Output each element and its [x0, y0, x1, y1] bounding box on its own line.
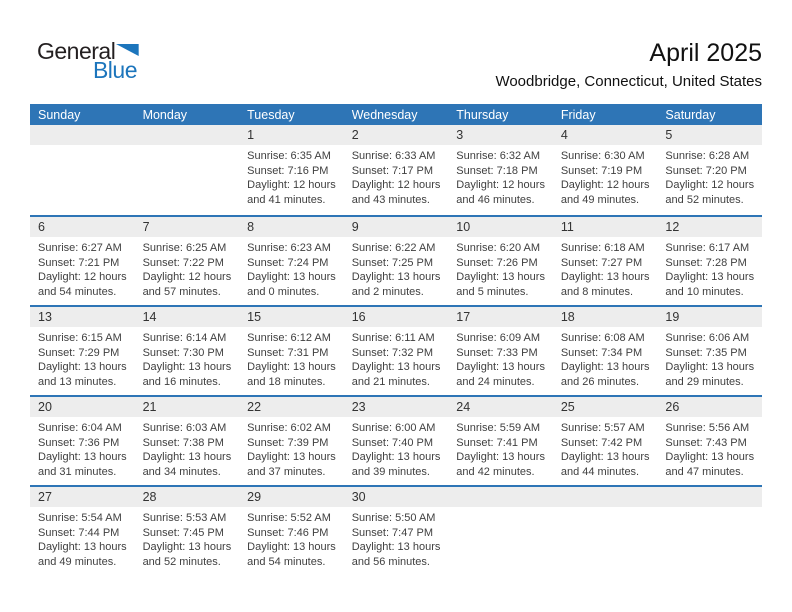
day-info [448, 237, 553, 299]
weekday-header-wednesday: Wednesday [351, 107, 418, 122]
sunrise-text: Sunrise: 6:04 AM [38, 422, 122, 434]
day-info [135, 145, 240, 149]
day-info [448, 145, 553, 207]
sunrise-text: Sunrise: 5:50 AM [351, 512, 436, 524]
day-cell [657, 217, 762, 305]
daylight-text-cont: and 54 minutes. [247, 555, 326, 568]
daylight-text-cont: and 49 minutes. [560, 193, 640, 206]
daylight-text-cont: and 57 minutes. [142, 285, 221, 298]
daylight-text: Daylight: 13 hours [247, 361, 336, 373]
sunrise-text: Sunrise: 6:17 AM [665, 242, 750, 254]
day-number: 15 [239, 307, 344, 327]
daylight-text: Daylight: 13 hours [38, 541, 127, 553]
sunset-text: Sunset: 7:45 PM [142, 526, 224, 539]
day-number: 5 [657, 125, 762, 145]
day-info [239, 145, 344, 207]
day-cell [657, 307, 762, 395]
daylight-text-cont: and 39 minutes. [351, 465, 430, 478]
sunrise-text: Sunrise: 6:27 AM [38, 242, 122, 254]
day-cell [344, 397, 449, 485]
weekday-header-row [30, 104, 762, 125]
day-info [553, 237, 658, 299]
day-cell [448, 125, 553, 215]
day-info [657, 507, 762, 511]
sunset-text: Sunset: 7:27 PM [560, 256, 643, 269]
sunset-text: Sunset: 7:22 PM [142, 256, 224, 269]
week-row [30, 305, 762, 395]
sunrise-text: Sunrise: 6:35 AM [247, 150, 331, 162]
daylight-text-cont: and 56 minutes. [351, 555, 430, 568]
sunset-text: Sunset: 7:39 PM [247, 436, 329, 449]
day-info [135, 237, 240, 299]
sunset-text: Sunset: 7:33 PM [456, 346, 538, 359]
empty-day-cell [30, 125, 135, 215]
empty-day-cell [657, 487, 762, 575]
day-info [448, 327, 553, 389]
daylight-text-cont: and 18 minutes. [247, 375, 326, 388]
daylight-text-cont: and 52 minutes. [142, 555, 221, 568]
page-title: April 2025 [649, 39, 762, 67]
day-number: 22 [239, 397, 344, 417]
day-number: 25 [553, 397, 658, 417]
sunset-text: Sunset: 7:47 PM [351, 526, 434, 539]
day-info [30, 237, 135, 299]
day-number: 14 [135, 307, 240, 327]
daylight-text: Daylight: 13 hours [351, 361, 441, 373]
day-number: 9 [344, 217, 449, 237]
day-number: 30 [344, 487, 449, 507]
daylight-text-cont: and 5 minutes. [456, 285, 529, 298]
sunrise-text: Sunrise: 6:00 AM [351, 422, 436, 434]
day-number: 4 [553, 125, 658, 145]
daylight-text: Daylight: 12 hours [351, 179, 441, 191]
daylight-text: Daylight: 12 hours [560, 179, 650, 191]
day-info [239, 417, 344, 479]
day-number: 2 [344, 125, 449, 145]
day-info [344, 507, 449, 569]
daylight-text: Daylight: 13 hours [351, 451, 441, 463]
day-number: 17 [448, 307, 553, 327]
day-cell [553, 125, 658, 215]
daylight-text-cont: and 52 minutes. [665, 193, 744, 206]
day-cell [344, 307, 449, 395]
daylight-text: Daylight: 13 hours [560, 271, 650, 283]
day-info [30, 507, 135, 569]
day-info [239, 507, 344, 569]
daylight-text: Daylight: 13 hours [247, 271, 336, 283]
day-number: 1 [239, 125, 344, 145]
week-row [30, 215, 762, 305]
daylight-text-cont: and 49 minutes. [38, 555, 117, 568]
sunset-text: Sunset: 7:44 PM [38, 526, 120, 539]
sunset-text: Sunset: 7:46 PM [247, 526, 329, 539]
daylight-text: Daylight: 13 hours [665, 451, 755, 463]
sunrise-text: Sunrise: 6:09 AM [456, 332, 541, 344]
daylight-text: Daylight: 13 hours [456, 361, 545, 373]
day-info [344, 145, 449, 207]
logo-text-blue: Blue [92, 57, 137, 83]
sunset-text: Sunset: 7:20 PM [665, 164, 747, 177]
day-number [448, 487, 553, 507]
day-cell [239, 307, 344, 395]
day-number: 12 [657, 217, 762, 237]
daylight-text: Daylight: 13 hours [247, 451, 336, 463]
week-row [30, 395, 762, 485]
day-cell [344, 217, 449, 305]
day-info [553, 507, 658, 511]
sunrise-text: Sunrise: 6:11 AM [351, 332, 435, 344]
day-cell [239, 397, 344, 485]
sunset-text: Sunset: 7:43 PM [665, 436, 747, 449]
empty-day-cell [448, 487, 553, 575]
day-cell [30, 307, 135, 395]
day-cell [135, 217, 240, 305]
daylight-text: Daylight: 13 hours [247, 541, 336, 553]
sunset-text: Sunset: 7:34 PM [560, 346, 643, 359]
daylight-text-cont: and 37 minutes. [247, 465, 326, 478]
calendar-table [30, 104, 762, 575]
day-cell [30, 397, 135, 485]
day-info [553, 145, 658, 207]
weekday-header-thursday: Thursday [456, 107, 509, 122]
sunset-text: Sunset: 7:31 PM [247, 346, 329, 359]
daylight-text: Daylight: 13 hours [665, 361, 755, 373]
sunrise-text: Sunrise: 6:30 AM [560, 150, 645, 162]
day-info [553, 327, 658, 389]
daylight-text: Daylight: 13 hours [38, 361, 127, 373]
day-info [657, 237, 762, 299]
day-info [30, 327, 135, 389]
day-cell [239, 125, 344, 215]
day-number: 7 [135, 217, 240, 237]
day-cell [135, 487, 240, 575]
day-number: 6 [30, 217, 135, 237]
sunrise-text: Sunrise: 6:15 AM [38, 332, 122, 344]
day-info [344, 327, 449, 389]
day-info [657, 417, 762, 479]
week-row [30, 485, 762, 575]
day-number: 3 [448, 125, 553, 145]
day-cell [30, 217, 135, 305]
sunset-text: Sunset: 7:21 PM [38, 256, 120, 269]
day-cell [135, 397, 240, 485]
day-info [657, 145, 762, 207]
daylight-text: Daylight: 13 hours [456, 271, 545, 283]
sunset-text: Sunset: 7:36 PM [38, 436, 120, 449]
day-info [30, 145, 135, 149]
daylight-text-cont: and 44 minutes. [560, 465, 640, 478]
sunrise-text: Sunrise: 6:23 AM [247, 242, 331, 254]
logo-text-general: General [37, 38, 116, 64]
logo-triangle-icon [116, 42, 139, 58]
sunset-text: Sunset: 7:38 PM [142, 436, 224, 449]
empty-day-cell [553, 487, 658, 575]
daylight-text: Daylight: 13 hours [560, 451, 650, 463]
sunrise-text: Sunrise: 6:28 AM [665, 150, 750, 162]
day-number [553, 487, 658, 507]
sunrise-text: Sunrise: 6:18 AM [560, 242, 645, 254]
empty-day-cell [135, 125, 240, 215]
sunrise-text: Sunrise: 6:22 AM [351, 242, 436, 254]
sunset-text: Sunset: 7:35 PM [665, 346, 747, 359]
daylight-text: Daylight: 13 hours [142, 361, 232, 373]
week-row [30, 125, 762, 215]
daylight-text-cont: and 16 minutes. [142, 375, 221, 388]
sunset-text: Sunset: 7:16 PM [247, 164, 329, 177]
day-number [135, 125, 240, 145]
weekday-header-friday: Friday [560, 107, 596, 122]
day-cell [344, 487, 449, 575]
day-info [344, 237, 449, 299]
day-number: 16 [344, 307, 449, 327]
day-cell [657, 125, 762, 215]
day-info [553, 417, 658, 479]
sunrise-text: Sunrise: 5:56 AM [665, 422, 750, 434]
sunset-text: Sunset: 7:30 PM [142, 346, 224, 359]
sunset-text: Sunset: 7:25 PM [351, 256, 434, 269]
sunrise-text: Sunrise: 6:14 AM [142, 332, 227, 344]
day-info [135, 327, 240, 389]
sunset-text: Sunset: 7:40 PM [351, 436, 434, 449]
sunset-text: Sunset: 7:29 PM [38, 346, 120, 359]
daylight-text-cont: and 8 minutes. [560, 285, 633, 298]
daylight-text-cont: and 21 minutes. [351, 375, 430, 388]
daylight-text-cont: and 34 minutes. [142, 465, 221, 478]
daylight-text: Daylight: 12 hours [665, 179, 755, 191]
daylight-text-cont: and 43 minutes. [351, 193, 430, 206]
page-subtitle: Woodbridge, Connecticut, United States [495, 73, 762, 90]
day-number: 11 [553, 217, 658, 237]
day-cell [344, 125, 449, 215]
day-number: 10 [448, 217, 553, 237]
day-number [30, 125, 135, 145]
daylight-text: Daylight: 13 hours [560, 361, 650, 373]
daylight-text-cont: and 41 minutes. [247, 193, 326, 206]
daylight-text: Daylight: 13 hours [142, 451, 232, 463]
sunset-text: Sunset: 7:32 PM [351, 346, 434, 359]
day-cell [239, 217, 344, 305]
daylight-text-cont: and 31 minutes. [38, 465, 117, 478]
sunrise-text: Sunrise: 6:02 AM [247, 422, 331, 434]
general-blue-logo [37, 40, 139, 82]
daylight-text: Daylight: 13 hours [38, 451, 127, 463]
daylight-text-cont: and 54 minutes. [38, 285, 117, 298]
sunrise-text: Sunrise: 5:54 AM [38, 512, 122, 524]
sunset-text: Sunset: 7:18 PM [456, 164, 538, 177]
weekday-header-sunday: Sunday [38, 107, 81, 122]
daylight-text: Daylight: 13 hours [456, 451, 545, 463]
daylight-text-cont: and 2 minutes. [351, 285, 424, 298]
day-number: 27 [30, 487, 135, 507]
day-number: 18 [553, 307, 658, 327]
day-info [239, 327, 344, 389]
daylight-text: Daylight: 13 hours [351, 271, 441, 283]
sunrise-text: Sunrise: 6:20 AM [456, 242, 541, 254]
day-number: 23 [344, 397, 449, 417]
weekday-header-saturday: Saturday [665, 107, 716, 122]
daylight-text-cont: and 10 minutes. [665, 285, 744, 298]
sunset-text: Sunset: 7:26 PM [456, 256, 538, 269]
sunrise-text: Sunrise: 6:33 AM [351, 150, 436, 162]
daylight-text-cont: and 47 minutes. [665, 465, 744, 478]
day-number: 26 [657, 397, 762, 417]
weekday-header-tuesday: Tuesday [247, 107, 295, 122]
daylight-text: Daylight: 13 hours [142, 541, 232, 553]
day-cell [657, 397, 762, 485]
sunrise-text: Sunrise: 5:59 AM [456, 422, 541, 434]
day-cell [553, 217, 658, 305]
day-info [344, 417, 449, 479]
day-number: 19 [657, 307, 762, 327]
daylight-text-cont: and 26 minutes. [560, 375, 640, 388]
sunrise-text: Sunrise: 6:08 AM [560, 332, 645, 344]
daylight-text: Daylight: 12 hours [38, 271, 127, 283]
sunrise-text: Sunrise: 5:57 AM [560, 422, 645, 434]
daylight-text-cont: and 24 minutes. [456, 375, 535, 388]
sunset-text: Sunset: 7:19 PM [560, 164, 643, 177]
sunrise-text: Sunrise: 6:12 AM [247, 332, 331, 344]
sunset-text: Sunset: 7:17 PM [351, 164, 434, 177]
day-info [30, 417, 135, 479]
day-info [657, 327, 762, 389]
day-cell [135, 307, 240, 395]
sunrise-text: Sunrise: 6:03 AM [142, 422, 227, 434]
calendar-weeks [30, 125, 762, 575]
sunrise-text: Sunrise: 6:32 AM [456, 150, 541, 162]
sunrise-text: Sunrise: 5:52 AM [247, 512, 331, 524]
day-info [135, 417, 240, 479]
sunset-text: Sunset: 7:24 PM [247, 256, 329, 269]
day-number: 8 [239, 217, 344, 237]
day-number [657, 487, 762, 507]
day-number: 13 [30, 307, 135, 327]
daylight-text: Daylight: 12 hours [247, 179, 336, 191]
sunrise-text: Sunrise: 6:06 AM [665, 332, 750, 344]
day-number: 29 [239, 487, 344, 507]
day-number: 24 [448, 397, 553, 417]
day-cell [553, 397, 658, 485]
daylight-text-cont: and 42 minutes. [456, 465, 535, 478]
weekday-header-monday: Monday [142, 107, 188, 122]
sunset-text: Sunset: 7:28 PM [665, 256, 747, 269]
daylight-text: Daylight: 13 hours [665, 271, 755, 283]
daylight-text: Daylight: 13 hours [351, 541, 441, 553]
daylight-text: Daylight: 12 hours [142, 271, 232, 283]
day-cell [553, 307, 658, 395]
daylight-text-cont: and 29 minutes. [665, 375, 744, 388]
day-cell [448, 397, 553, 485]
day-info [135, 507, 240, 569]
day-number: 21 [135, 397, 240, 417]
title-block [495, 38, 762, 90]
sunset-text: Sunset: 7:41 PM [456, 436, 538, 449]
day-info [448, 507, 553, 511]
day-cell [448, 307, 553, 395]
day-cell [239, 487, 344, 575]
daylight-text-cont: and 46 minutes. [456, 193, 535, 206]
daylight-text-cont: and 13 minutes. [38, 375, 117, 388]
sunrise-text: Sunrise: 5:53 AM [142, 512, 227, 524]
day-cell [448, 217, 553, 305]
day-number: 20 [30, 397, 135, 417]
day-info [239, 237, 344, 299]
sunset-text: Sunset: 7:42 PM [560, 436, 643, 449]
day-info [448, 417, 553, 479]
day-number: 28 [135, 487, 240, 507]
daylight-text: Daylight: 12 hours [456, 179, 545, 191]
sunrise-text: Sunrise: 6:25 AM [142, 242, 227, 254]
daylight-text-cont: and 0 minutes. [247, 285, 320, 298]
day-cell [30, 487, 135, 575]
